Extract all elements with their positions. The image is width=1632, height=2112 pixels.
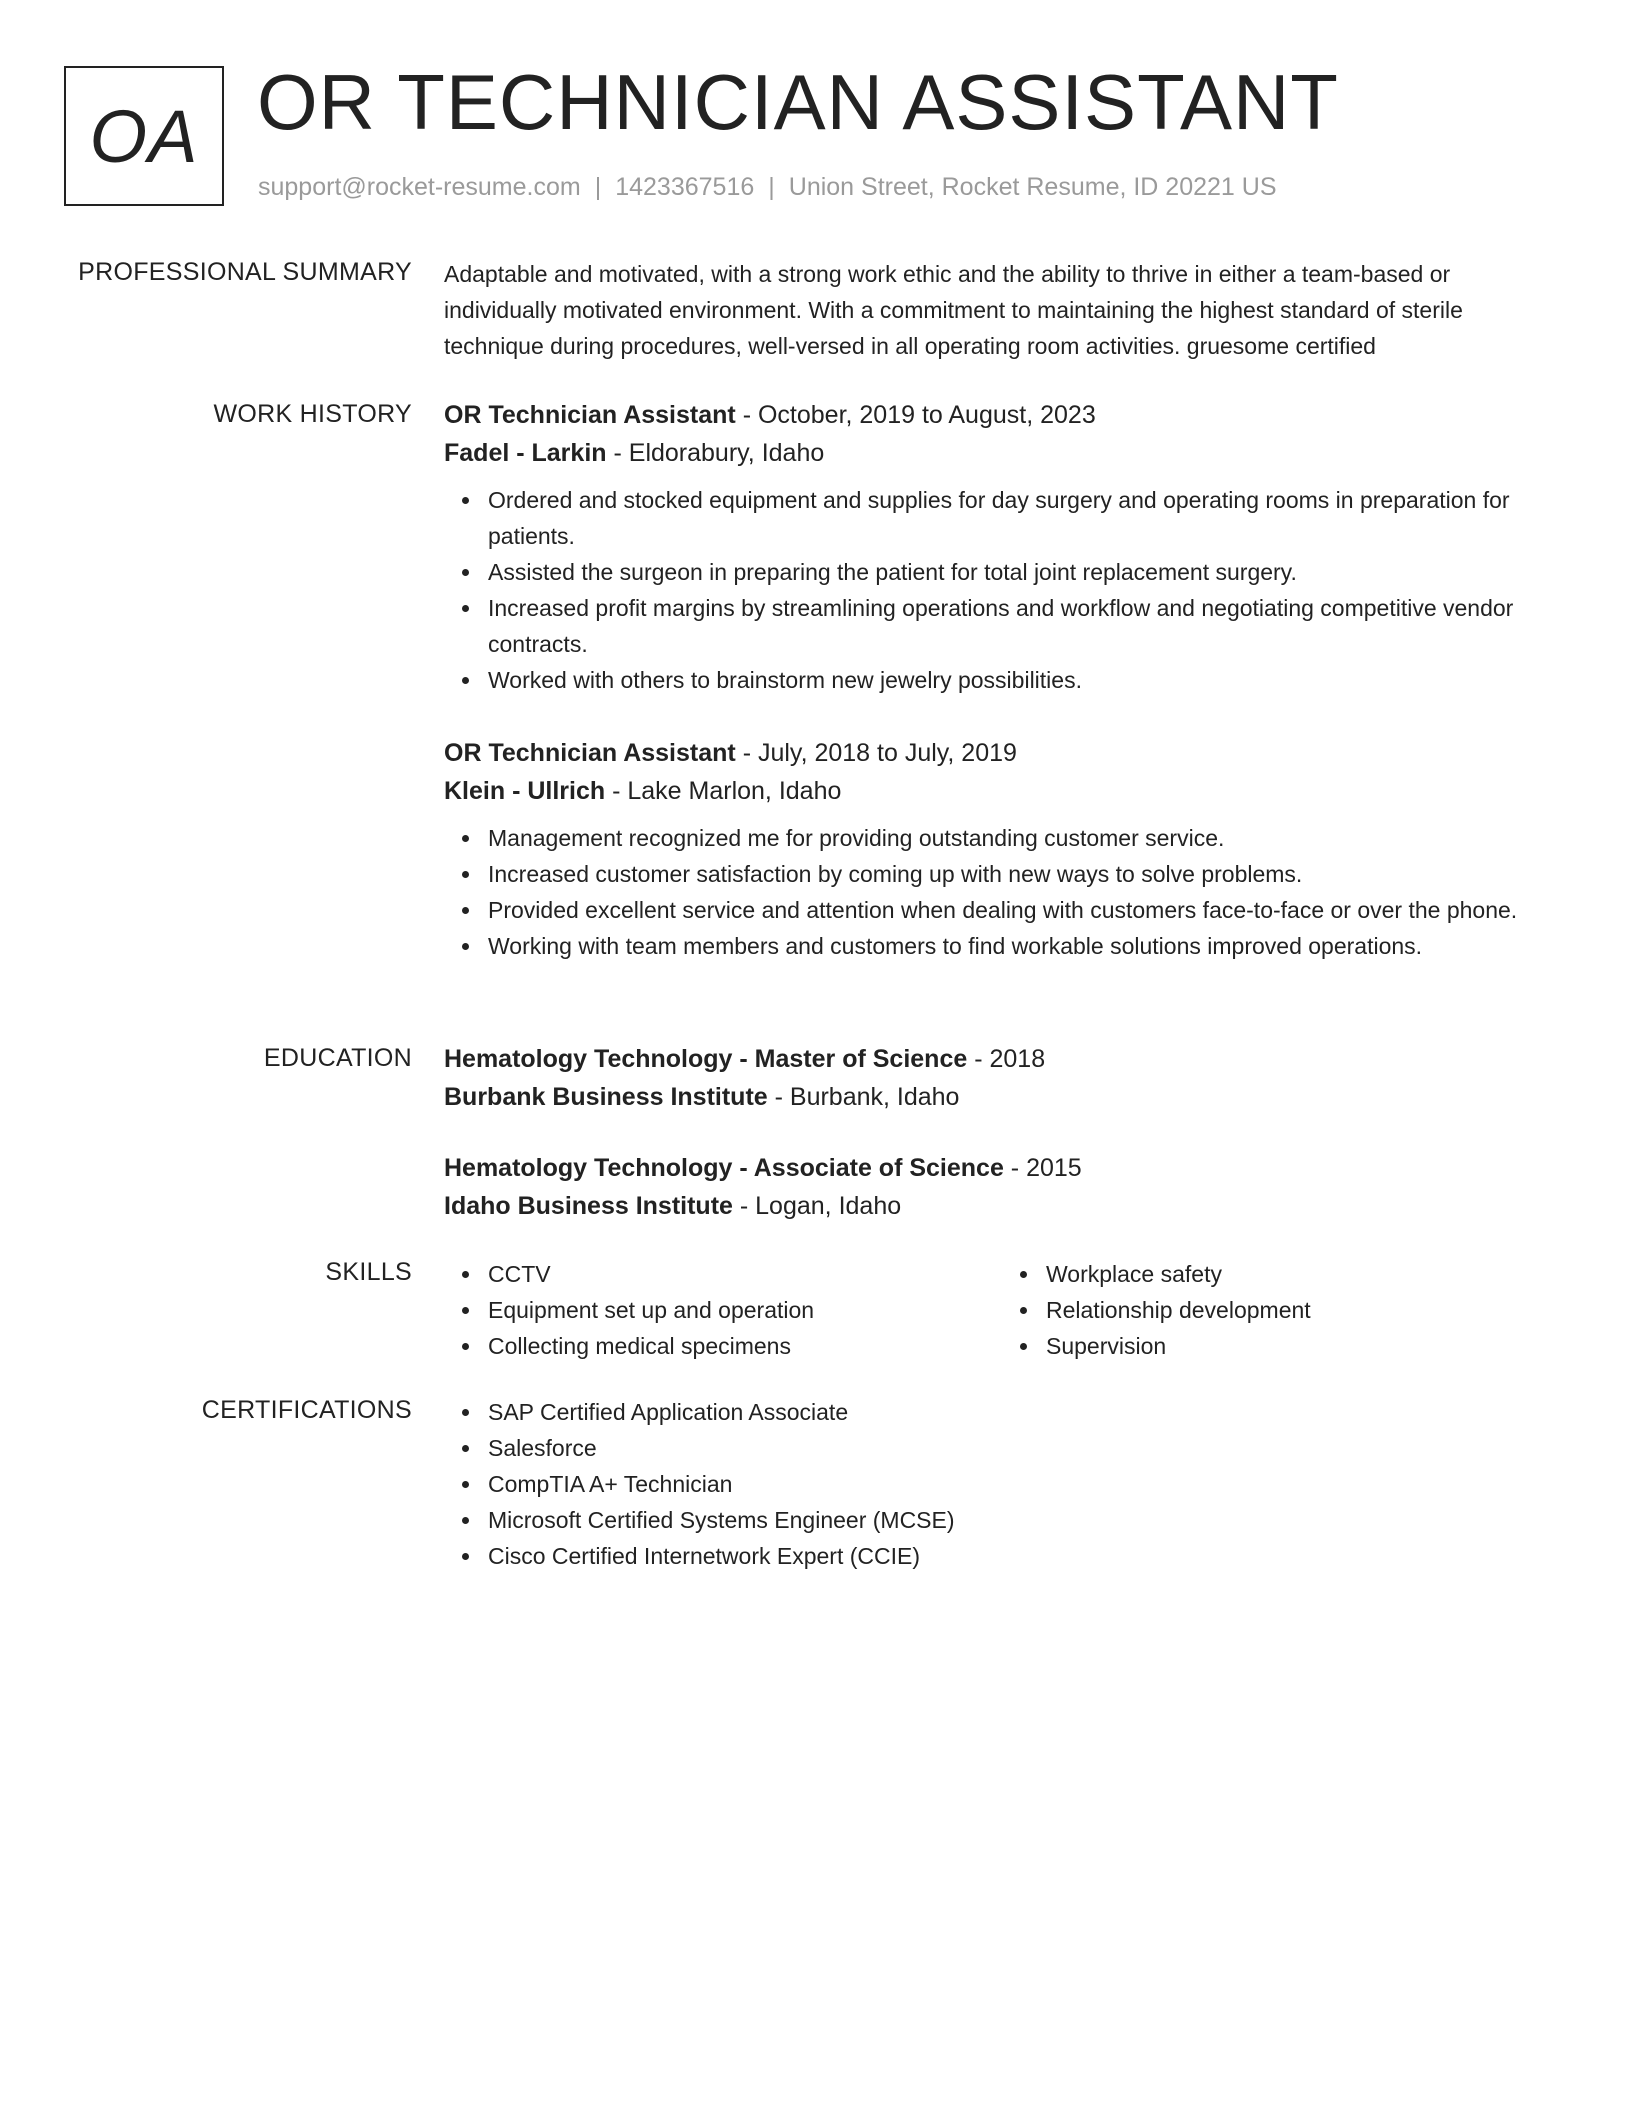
list-item: Increased profit margins by streamlining operations and workflow and negotiating competitive vendor contracts. [488,590,1560,662]
section-label-certifications: CERTIFICATIONS [201,1396,412,1424]
list-item: Assisted the surgeon in preparing the patient for total joint replacement surgery. [488,554,1560,590]
education-entry [444,1040,1560,1116]
skills-list-left [444,1256,1002,1364]
list-item: Relationship development [1046,1292,1560,1328]
list-item: Collecting medical specimens [488,1328,1002,1364]
list-item: Management recognized me for providing outstanding customer service. [488,820,1560,856]
degree-line [444,1149,1560,1187]
job-location: - Eldorabury, Idaho [606,439,825,467]
job-dates: - October, 2019 to August, 2023 [735,401,1096,429]
list-item: Cisco Certified Internetwork Expert (CCIE) [488,1538,1560,1574]
list-item: Worked with others to brainstorm new jewelry possibilities. [488,662,1560,698]
section-label-skills: SKILLS [325,1258,412,1286]
section-label-work-history: WORK HISTORY [213,400,412,428]
degree-line [444,1040,1560,1078]
education-entry [444,1149,1560,1225]
degree-year: - 2015 [1003,1154,1082,1182]
summary-content [444,256,1560,364]
list-item: Microsoft Certified Systems Engineer (MCSE) [488,1502,1560,1538]
list-item: Increased customer satisfaction by coming up with new ways to solve problems. [488,856,1560,892]
list-item: Equipment set up and operation [488,1292,1002,1328]
job-title-line [444,396,1560,434]
skills-list-right [1002,1256,1560,1364]
contact-address: Union Street, Rocket Resume, ID 20221 US [788,173,1277,201]
school: Idaho Business Institute [444,1192,733,1220]
list-item: CompTIA A+ Technician [488,1466,1560,1502]
job-bullets [444,482,1560,698]
certifications-list [444,1394,1560,1574]
page-title: OR TECHNICIAN ASSISTANT [257,58,1339,146]
contact-separator: | [594,173,602,201]
job-org-line [444,434,1560,472]
skills-grid [444,1256,1560,1364]
list-item: Provided excellent service and attention when dealing with customers face-to-face or over the phone. [488,892,1560,928]
section-label-summary: PROFESSIONAL SUMMARY [78,258,412,286]
job-dates: - July, 2018 to July, 2019 [735,739,1017,767]
job-bullets [444,820,1560,964]
monogram: OA [64,66,224,206]
school-location: - Logan, Idaho [732,1192,902,1220]
degree: Hematology Technology - Master of Science [444,1045,968,1073]
job-title: OR Technician Assistant [444,401,736,429]
school-line [444,1078,1560,1116]
summary-text: Adaptable and motivated, with a strong work ethic and the ability to thrive in either a team-based or individually motivated environment. With a commitment to maintaining the highest standard of sterile technique during procedures, well-versed in all operating room activities. gruesome certified [444,261,1463,359]
job-org-line [444,772,1560,810]
job-title-line [444,734,1560,772]
skills-content [444,1256,1560,1364]
list-item: Supervision [1046,1328,1560,1364]
job-company: Fadel - Larkin [444,439,607,467]
school: Burbank Business Institute [444,1083,768,1111]
list-item: Workplace safety [1046,1256,1560,1292]
job-company: Klein - Ullrich [444,777,606,805]
degree-year: - 2018 [967,1045,1046,1073]
certifications-content [444,1394,1560,1574]
contact-line [258,173,1277,202]
section-label-education: EDUCATION [263,1044,412,1072]
school-location: - Burbank, Idaho [767,1083,960,1111]
job-title: OR Technician Assistant [444,739,736,767]
contact-email[interactable]: support@rocket-resume.com [258,173,581,201]
job-location: - Lake Marlon, Idaho [605,777,842,805]
school-line [444,1187,1560,1225]
contact-phone[interactable]: 1423367516 [615,173,755,201]
list-item: Salesforce [488,1430,1560,1466]
list-item: Ordered and stocked equipment and supplies for day surgery and operating rooms in preparation for patients. [488,482,1560,554]
job-entry [444,734,1560,964]
list-item: CCTV [488,1256,1002,1292]
list-item: Working with team members and customers to find workable solutions improved operations. [488,928,1560,964]
list-item: SAP Certified Application Associate [488,1394,1560,1430]
job-entry [444,396,1560,698]
contact-separator: | [768,173,775,201]
degree: Hematology Technology - Associate of Science [444,1154,1004,1182]
